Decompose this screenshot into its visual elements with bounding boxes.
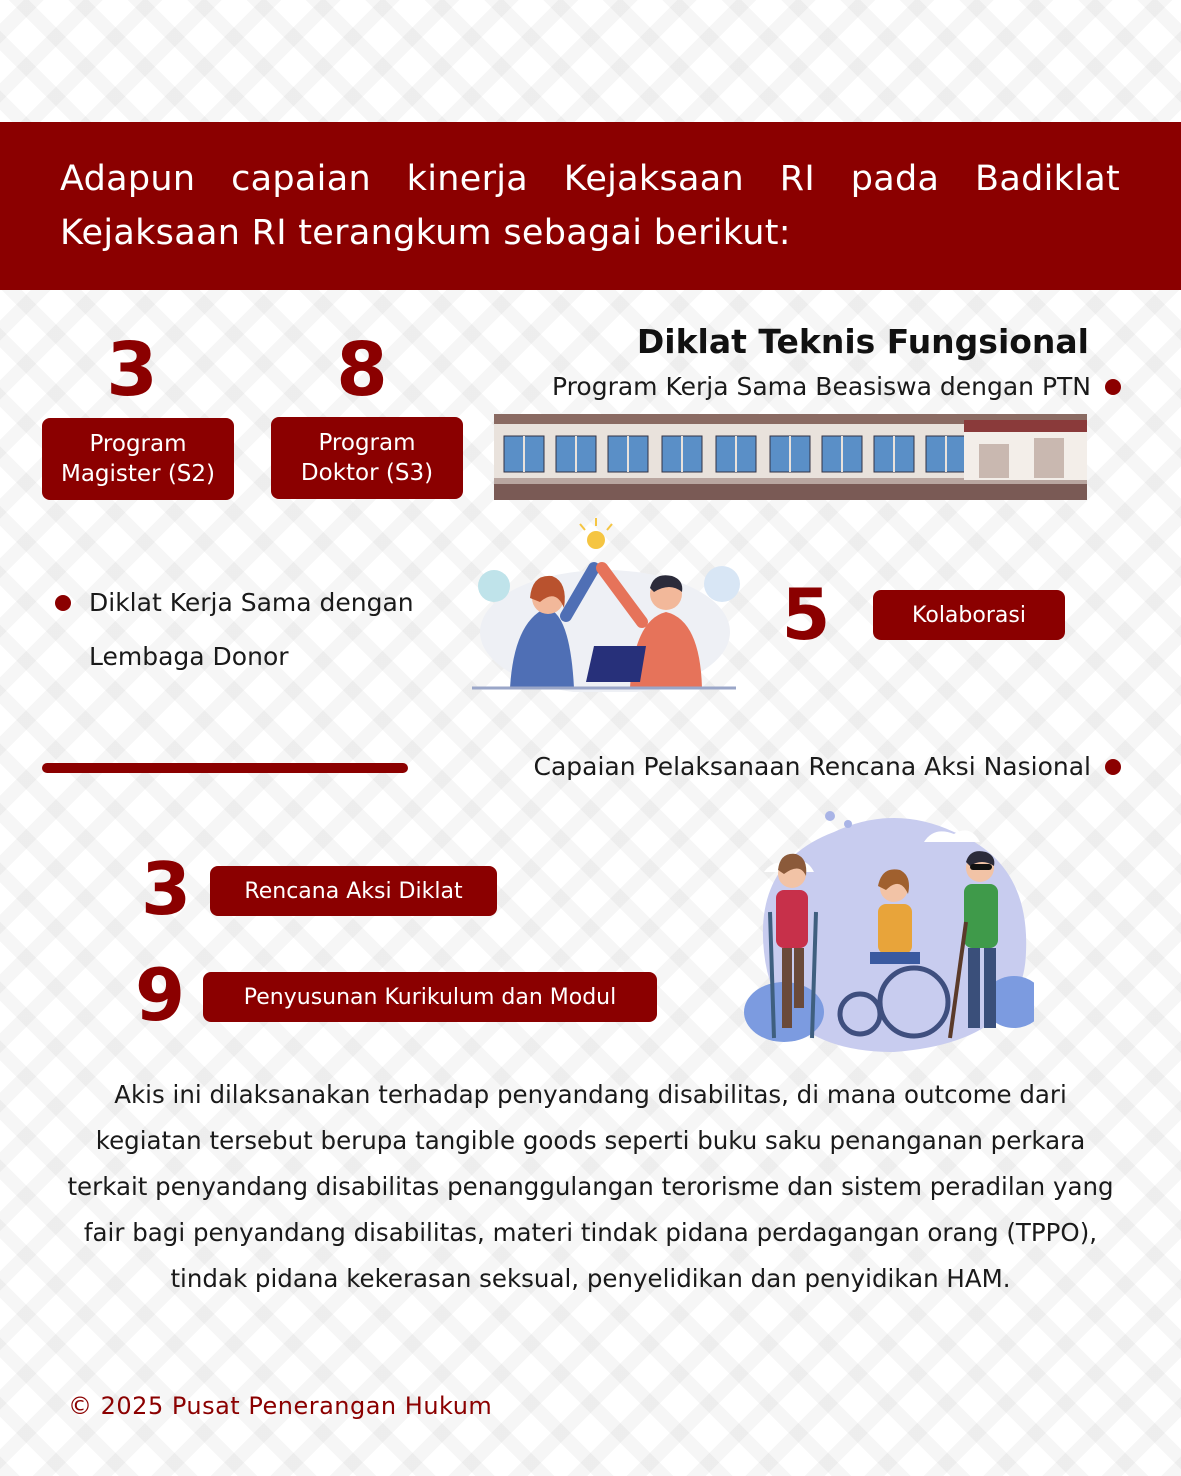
doktor-label xyxy=(271,417,463,499)
header-banner xyxy=(0,122,1181,290)
ran-bullet xyxy=(534,752,1122,781)
bullet-dot-icon xyxy=(1105,759,1121,775)
donor-text-block xyxy=(55,576,414,684)
collaboration-count: 5 xyxy=(781,574,831,656)
diklat-teknis-title: Diklat Teknis Fungsional xyxy=(636,322,1089,361)
bullet-dot-icon xyxy=(1105,379,1121,395)
doktor-label-line1: Program xyxy=(318,430,416,456)
magister-label-line2: Magister (S2) xyxy=(60,461,216,487)
collaboration-label: Kolaborasi xyxy=(873,590,1065,640)
scholarship-subtitle: Program Kerja Sama Beasiswa dengan PTN xyxy=(552,372,1091,401)
disability-inclusion-illustration xyxy=(744,802,1034,1058)
magister-label xyxy=(42,418,234,500)
copyright-footer: © 2025 Pusat Penerangan Hukum xyxy=(68,1392,493,1420)
university-building-illustration xyxy=(494,414,1087,500)
magister-label-line1: Program xyxy=(89,431,187,457)
scholarship-bullet xyxy=(552,372,1121,401)
magister-count: 3 xyxy=(106,327,158,413)
rencana-aksi-count: 3 xyxy=(140,847,192,931)
section-divider xyxy=(42,763,408,773)
kurikulum-label: Penyusunan Kurikulum dan Modul xyxy=(203,972,657,1022)
header-text: Adapun capaian kinerja Kejaksaan RI pada Badiklat Kejaksaan RI terangkum sebagai berikut: xyxy=(60,159,1120,253)
collaboration-high-five-illustration xyxy=(470,512,740,692)
donor-text-line1: Diklat Kerja Sama dengan xyxy=(89,588,414,617)
description-paragraph: Akis ini dilaksanakan terhadap penyandang disabilitas, di mana outcome dari kegiatan tersebut berupa tangible goods seperti buku saku penanganan perkara terkait penyandang disabilitas penanggulangan terorisme dan sistem peradilan yang fair bagi penyandang disabilitas, materi tindak pidana perdagangan orang (TPPO), tindak pidana kekerasan seksual, penyelidikan dan penyidikan HAM. xyxy=(67,1080,1114,1293)
donor-text-line2: Lembaga Donor xyxy=(89,642,289,671)
rencana-aksi-label: Rencana Aksi Diklat xyxy=(210,866,497,916)
ran-title: Capaian Pelaksanaan Rencana Aksi Nasional xyxy=(533,752,1091,781)
kurikulum-count: 9 xyxy=(134,953,186,1037)
bullet-dot-icon xyxy=(55,595,71,611)
doktor-label-line2: Doktor (S3) xyxy=(300,460,434,486)
doktor-count: 8 xyxy=(336,327,388,413)
